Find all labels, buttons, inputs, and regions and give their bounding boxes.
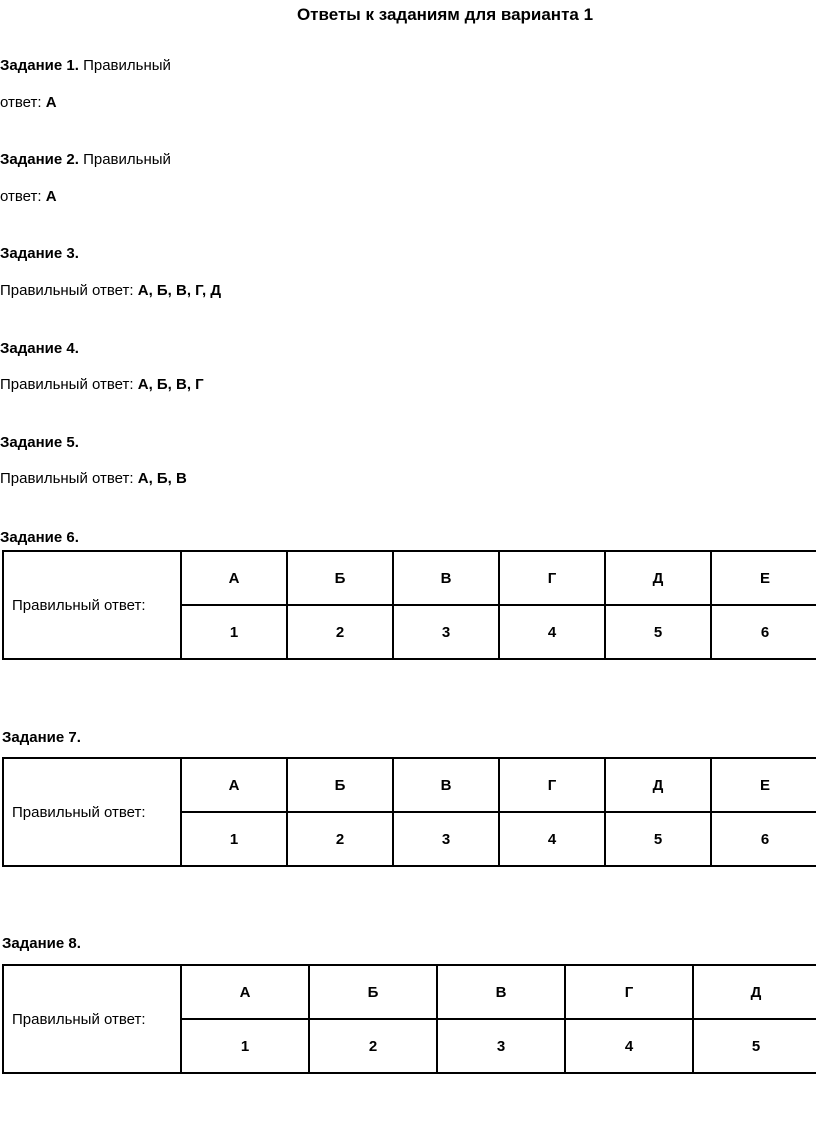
task-4-answer: А, Б, В, Г <box>137 376 204 393</box>
task-8-letter-cell: Д <box>693 965 816 1019</box>
task-7-number-cell: 2 <box>287 812 393 866</box>
task-6-letter-cell: Б <box>287 551 393 605</box>
task-7-letter-cell: Б <box>287 758 393 812</box>
task-3-answer-label: Правильный ответ: <box>0 282 134 299</box>
task-7-answer-label: Правильный ответ: <box>3 758 181 866</box>
task-8-number-cell: 4 <box>565 1019 693 1073</box>
task-5-label: Задание 5. <box>0 434 79 451</box>
task-8-answer-label: Правильный ответ: <box>3 965 181 1073</box>
task-7-label: Задание 7. <box>2 729 81 746</box>
task-7-number-cell: 4 <box>499 812 605 866</box>
task-8-number-cell: 3 <box>437 1019 565 1073</box>
task-6-label: Задание 6. <box>0 529 79 546</box>
task-6-letter-cell: Г <box>499 551 605 605</box>
task-4-answer-line <box>0 376 204 393</box>
task-7-number-cell: 1 <box>181 812 287 866</box>
task-8-label: Задание 8. <box>2 935 81 952</box>
task-7-letter-cell: А <box>181 758 287 812</box>
task-6-number-cell: 2 <box>287 605 393 659</box>
task-6-letter-cell: Д <box>605 551 711 605</box>
task-6-number-cell: 4 <box>499 605 605 659</box>
task-7-letter-cell: Г <box>499 758 605 812</box>
task-7-letter-cell: В <box>393 758 499 812</box>
task-2-label: Задание 2. <box>0 151 79 168</box>
task-8-number-cell: 1 <box>181 1019 309 1073</box>
task-1-answer-label: ответ: <box>0 94 42 111</box>
task-7-letter-cell: Е <box>711 758 816 812</box>
task-6-answer-label: Правильный ответ: <box>3 551 181 659</box>
task-6-number-cell: 5 <box>605 605 711 659</box>
task-7-letter-cell: Д <box>605 758 711 812</box>
task-2-intro: Правильный <box>83 151 171 168</box>
page-title: Ответы к заданиям для варианта 1 <box>296 5 594 24</box>
task-1-header <box>0 57 171 74</box>
task-6-letter-cell: В <box>393 551 499 605</box>
task-8-letter-cell: Б <box>309 965 437 1019</box>
task-8-letter-cell: А <box>181 965 309 1019</box>
task-3-answer: А, Б, В, Г, Д <box>137 282 222 299</box>
task-7-answer-table <box>2 757 816 867</box>
task-6-letter-cell: Е <box>711 551 816 605</box>
task-5-answer-label: Правильный ответ: <box>0 470 134 487</box>
task-2-header <box>0 151 171 168</box>
task-8-letter-cell: Г <box>565 965 693 1019</box>
task-4-answer-label: Правильный ответ: <box>0 376 134 393</box>
task-6-letter-cell: А <box>181 551 287 605</box>
task-4-label: Задание 4. <box>0 340 79 357</box>
task-2-answer-label: ответ: <box>0 188 42 205</box>
task-6-number-cell: 1 <box>181 605 287 659</box>
task-1-intro: Правильный <box>83 57 171 74</box>
task-1-answer-line <box>0 94 57 111</box>
task-8-number-cell: 2 <box>309 1019 437 1073</box>
table-row <box>3 965 816 1019</box>
task-3-answer-line <box>0 282 221 299</box>
task-7-number-cell: 6 <box>711 812 816 866</box>
task-7-number-cell: 3 <box>393 812 499 866</box>
table-row <box>3 551 816 605</box>
task-5-answer: А, Б, В <box>137 470 187 487</box>
table-row <box>3 758 816 812</box>
task-2-answer-line <box>0 188 57 205</box>
task-6-number-cell: 6 <box>711 605 816 659</box>
task-8-letter-cell: В <box>437 965 565 1019</box>
task-5-answer-line <box>0 470 187 487</box>
task-3-label: Задание 3. <box>0 245 79 262</box>
task-8-answer-table <box>2 964 816 1074</box>
task-6-answer-table <box>2 550 816 660</box>
task-6-number-cell: 3 <box>393 605 499 659</box>
task-8-number-cell: 5 <box>693 1019 816 1073</box>
task-7-number-cell: 5 <box>605 812 711 866</box>
task-2-answer: А <box>45 188 57 205</box>
task-1-answer: А <box>45 94 57 111</box>
task-1-label: Задание 1. <box>0 57 79 74</box>
